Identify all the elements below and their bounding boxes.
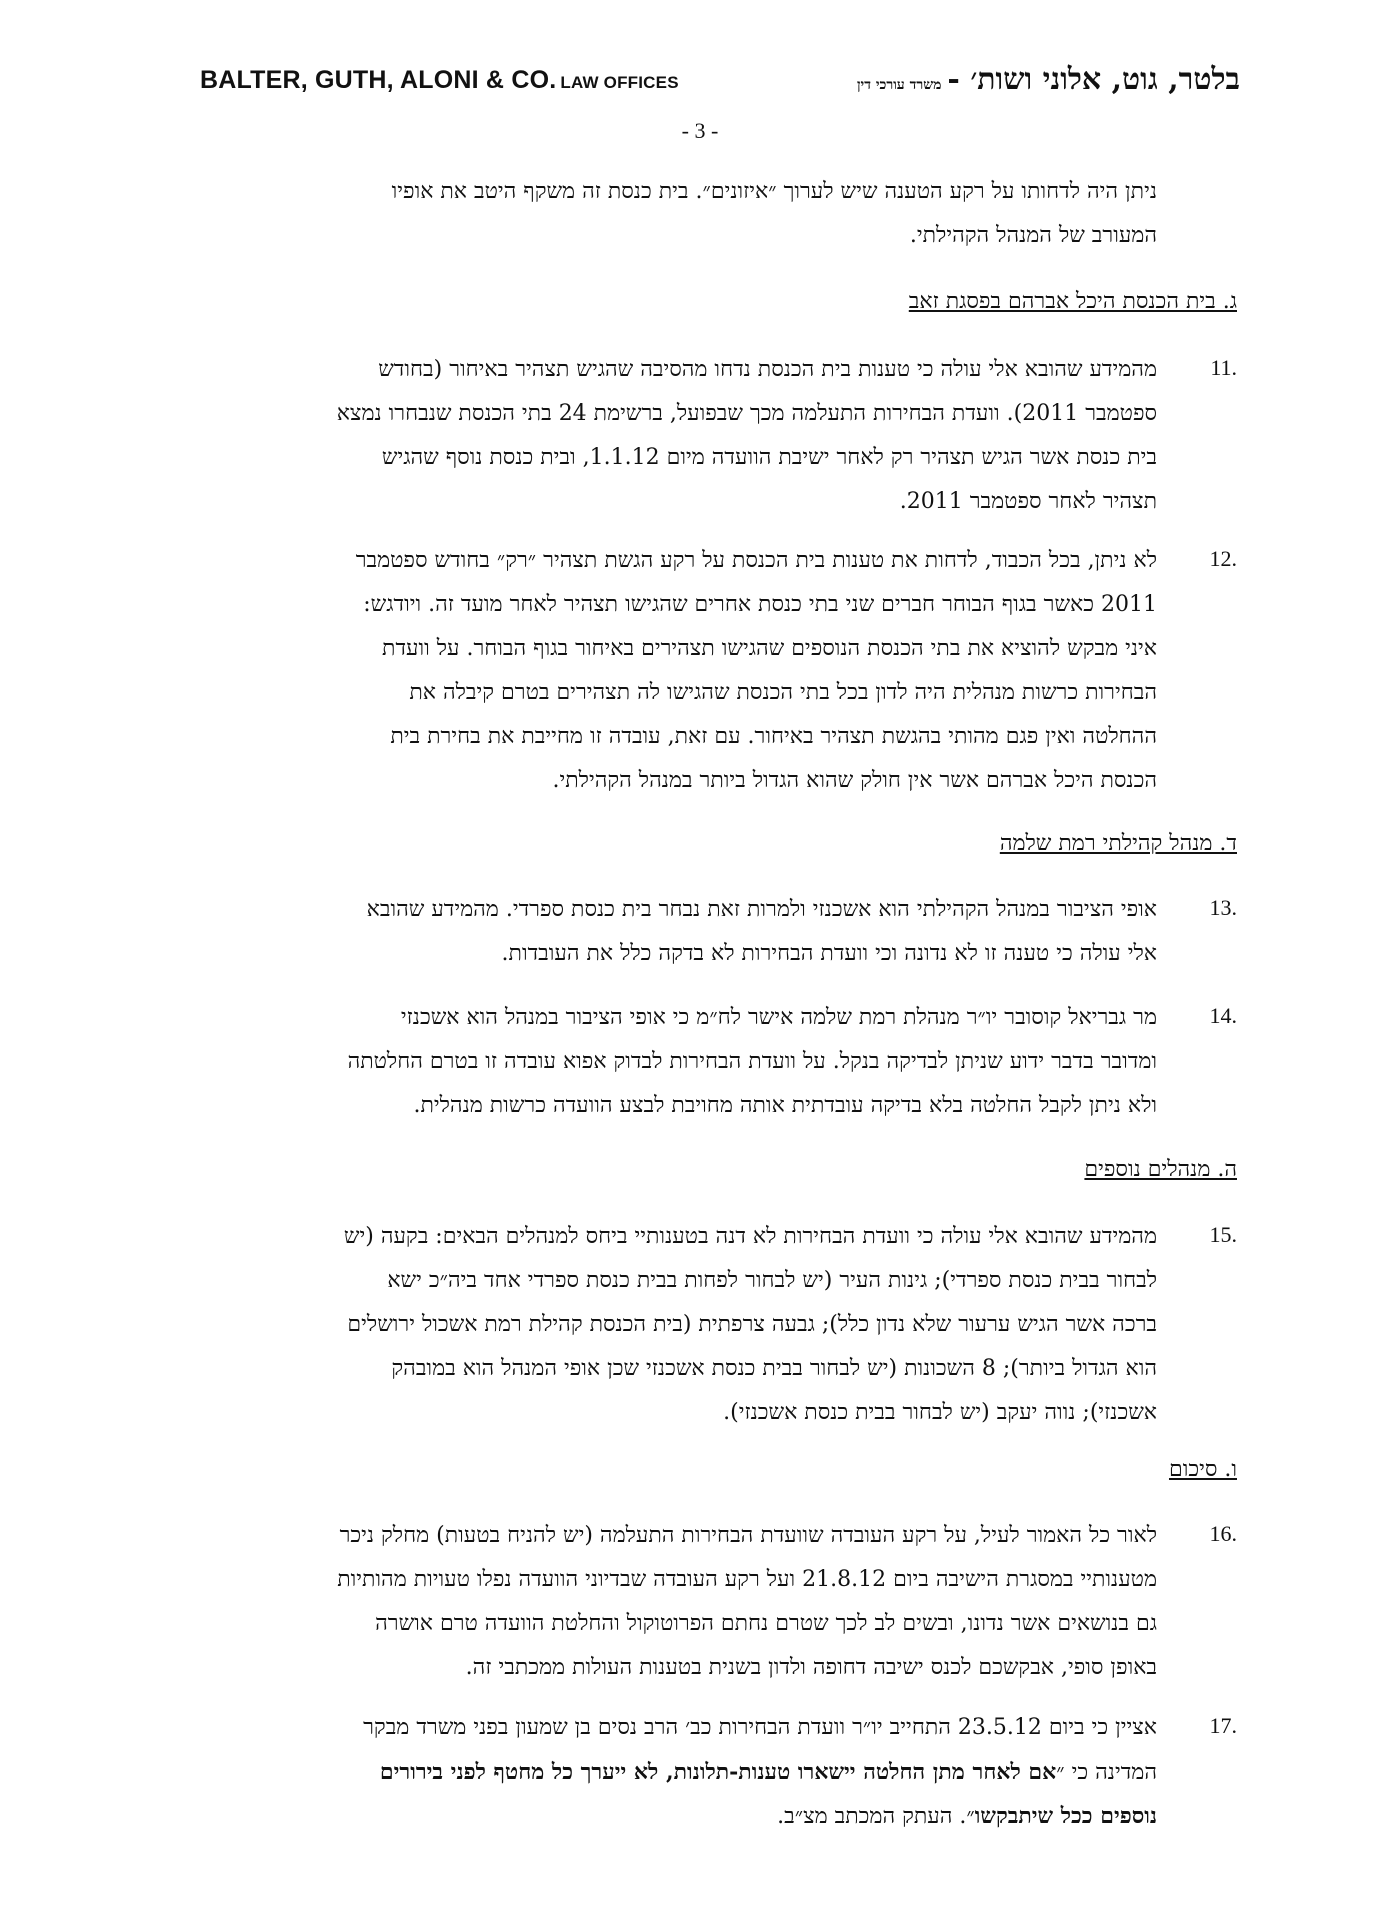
paragraph-line xyxy=(157,1750,1157,1794)
paragraph-line: מטענותיי במסגרת הישיבה ביום 21.8.12 ועל רקע העובדה שבדיוני הוועדה נפלו טעויות מהותיות xyxy=(337,1567,1157,1592)
paragraph-line: אציין כי ביום 23.5.12 התחייב יו״ר וועדת הבחירות כב׳ הרב נסים בן שמעון בפני משרד מבקר xyxy=(363,1715,1157,1740)
paragraph-number: 13. xyxy=(1209,895,1237,920)
firm-name-english: BALTER, GUTH, ALONI & CO. xyxy=(200,66,557,94)
firm-suffix-hebrew: משרד עורכי דין xyxy=(856,77,942,93)
section-heading-g: ג. בית הכנסת היכל אברהם בפסגת זאב xyxy=(908,289,1237,314)
line-text: המדינה כי ״ xyxy=(1056,1760,1157,1785)
paragraph-line: לא ניתן, בכל הכבוד, לדחות את טענות בית הכנסת על רקע הגשת תצהיר ״רק״ בחודש ספטמבר xyxy=(355,548,1157,573)
paragraph-number: 12. xyxy=(1209,546,1237,571)
quoted-text-bold: אם לאחר מתן החלטה יישארו טענות-תלונות, לא ייערך כל מחטף לפני בירורים xyxy=(379,1759,1057,1785)
paragraph-line: 2011 כאשר בגוף הבוחר חברים שני בתי כנסת אחרים שהגישו תצהיר לאחר מועד זה. ויודגש: xyxy=(363,592,1157,617)
paragraph-number: 16. xyxy=(1209,1521,1237,1546)
paragraph-number: 17. xyxy=(1209,1713,1237,1738)
paragraph-line: לבחור בבית כנסת ספרדי); גינות העיר (יש לבחור לפחות בבית כנסת ספרדי אחד ביה״כ ישא xyxy=(387,1268,1157,1293)
paragraph-11 xyxy=(157,348,1157,524)
letterhead-english xyxy=(200,66,679,95)
paragraph-line: ההחלטה ואין פגם מהותי בהגשת תצהיר באיחור. עם זאת, עובדה זו מחייבת את בחירת בית xyxy=(390,724,1157,749)
page-number: - 3 - xyxy=(681,118,719,143)
paragraph-line: הוא הגדול ביותר); 8 השכונות (יש לבחור בבית כנסת אשכנזי שכן אופי המנהל הוא במובהק xyxy=(391,1356,1157,1381)
paragraph-number: 15. xyxy=(1209,1222,1237,1247)
line-text: ״. העתק המכתב מצ״ב. xyxy=(777,1804,975,1829)
section-heading-v: ו. סיכום xyxy=(1168,1457,1237,1482)
paragraph-15 xyxy=(157,1215,1157,1435)
paragraph-14 xyxy=(157,996,1157,1128)
section-heading-d: ד. מנהל קהילתי רמת שלמה xyxy=(999,831,1237,856)
paragraph-line: לאור כל האמור לעיל, על רקע העובדה שוועדת הבחירות התעלמה (יש להניח בטעות) מחלק ניכר xyxy=(339,1523,1157,1548)
paragraph-number: 11. xyxy=(1210,355,1237,380)
paragraph-line: אופי הציבור במנהל הקהילתי הוא אשכנזי ולמרות זאת נבחר בית כנסת ספרדי. מהמידע שהובא xyxy=(366,897,1157,922)
paragraph-line: באופן סופי, אבקשכם לכנס ישיבה דחופה ולדון בשנית בטענות העולות ממכתבי זה. xyxy=(465,1655,1157,1680)
paragraph-line: אשכנזי); נווה יעקב (יש לבחור בבית כנסת אשכנזי). xyxy=(723,1400,1157,1425)
paragraph-12 xyxy=(157,539,1157,803)
quoted-text-bold: נוספים ככל שיתבקשו xyxy=(974,1803,1157,1829)
paragraph-line: אלי עולה כי טענה זו לא נדונה וכי וועדת הבחירות לא בדקה כלל את העובדות. xyxy=(501,941,1157,966)
paragraph-line: ספטמבר 2011). וועדת הבחירות התעלמה מכך שבפועל, ברשימת 24 בתי הכנסת שנבחרו נמצא xyxy=(336,401,1157,426)
firm-suffix-english: LAW OFFICES xyxy=(560,73,679,92)
paragraph-line: ומדובר בדבר ידוע שניתן לבדיקה בנקל. על וועדת הבחירות לבדוק אפוא עובדה זו בטרם החלטתה xyxy=(347,1049,1157,1074)
firm-name-hebrew: בלטר, גוט, אלוני ושות׳ - xyxy=(947,62,1240,97)
paragraph-line: ניתן היה לדחותו על רקע הטענה שיש לערוך ״איזונים״. בית כנסת זה משקף היטב את אופיו xyxy=(391,179,1157,204)
paragraph-line: הכנסת היכל אברהם אשר אין חולק שהוא הגדול ביותר במנהל הקהילתי. xyxy=(552,768,1157,793)
paragraph-line: הבחירות כרשות מנהלית היה לדון בכל בתי הכנסת שהגישו לה תצהירים בטרם קיבלה את xyxy=(409,680,1157,705)
paragraph-line: איני מבקש להוציא את בתי הכנסת הנוספים שהגישו תצהירים באיחור בגוף הבוחר. על וועדת xyxy=(382,636,1157,661)
intro-paragraph xyxy=(159,170,1157,258)
paragraph-line: גם בנושאים אשר נדונו, ובשים לב לכך שטרם נחתם הפרוטוקול והחלטת הוועדה טרם אושרה xyxy=(375,1611,1157,1636)
paragraph-line: מהמידע שהובא אלי עולה כי טענות בית הכנסת נדחו מהסיבה שהגיש תצהיר באיחור (בחודש xyxy=(378,357,1157,382)
paragraph-17 xyxy=(157,1706,1157,1838)
paragraph-line: מר גבריאל קוסובר יו״ר מנהלת רמת שלמה אישר לח״מ כי אופי הציבור במנהל הוא אשכנזי xyxy=(400,1005,1157,1030)
paragraph-line xyxy=(157,1794,1157,1838)
paragraph-13 xyxy=(157,888,1157,976)
paragraph-line: מהמידע שהובא אלי עולה כי וועדת הבחירות לא דנה בטענותיי ביחס למנהלים הבאים: בקעה (יש xyxy=(343,1224,1157,1249)
paragraph-line: ולא ניתן לקבל החלטה בלא בדיקה עובדתית אותה מחויבת לבצע הוועדה כרשות מנהלית. xyxy=(413,1093,1157,1118)
paragraph-number: 14. xyxy=(1209,1003,1237,1028)
letterhead-hebrew xyxy=(857,62,1240,97)
paragraph-16 xyxy=(157,1514,1157,1690)
letterhead xyxy=(200,62,1240,102)
paragraph-line: ברכה אשר הגיש ערעור שלא נדון כלל); גבעה צרפתית (בית הכנסת קהילת רמת אשכול ירושלים xyxy=(347,1312,1157,1337)
paragraph-line: בית כנסת אשר הגיש תצהיר רק לאחר ישיבת הוועדה מיום 1.1.12, ובית כנסת נוסף שהגיש xyxy=(381,445,1157,470)
section-heading-h: ה. מנהלים נוספים xyxy=(1084,1157,1237,1182)
paragraph-line: המעורב של המנהל הקהילתי. xyxy=(909,223,1157,248)
paragraph-line: תצהיר לאחר ספטמבר 2011. xyxy=(899,489,1157,514)
